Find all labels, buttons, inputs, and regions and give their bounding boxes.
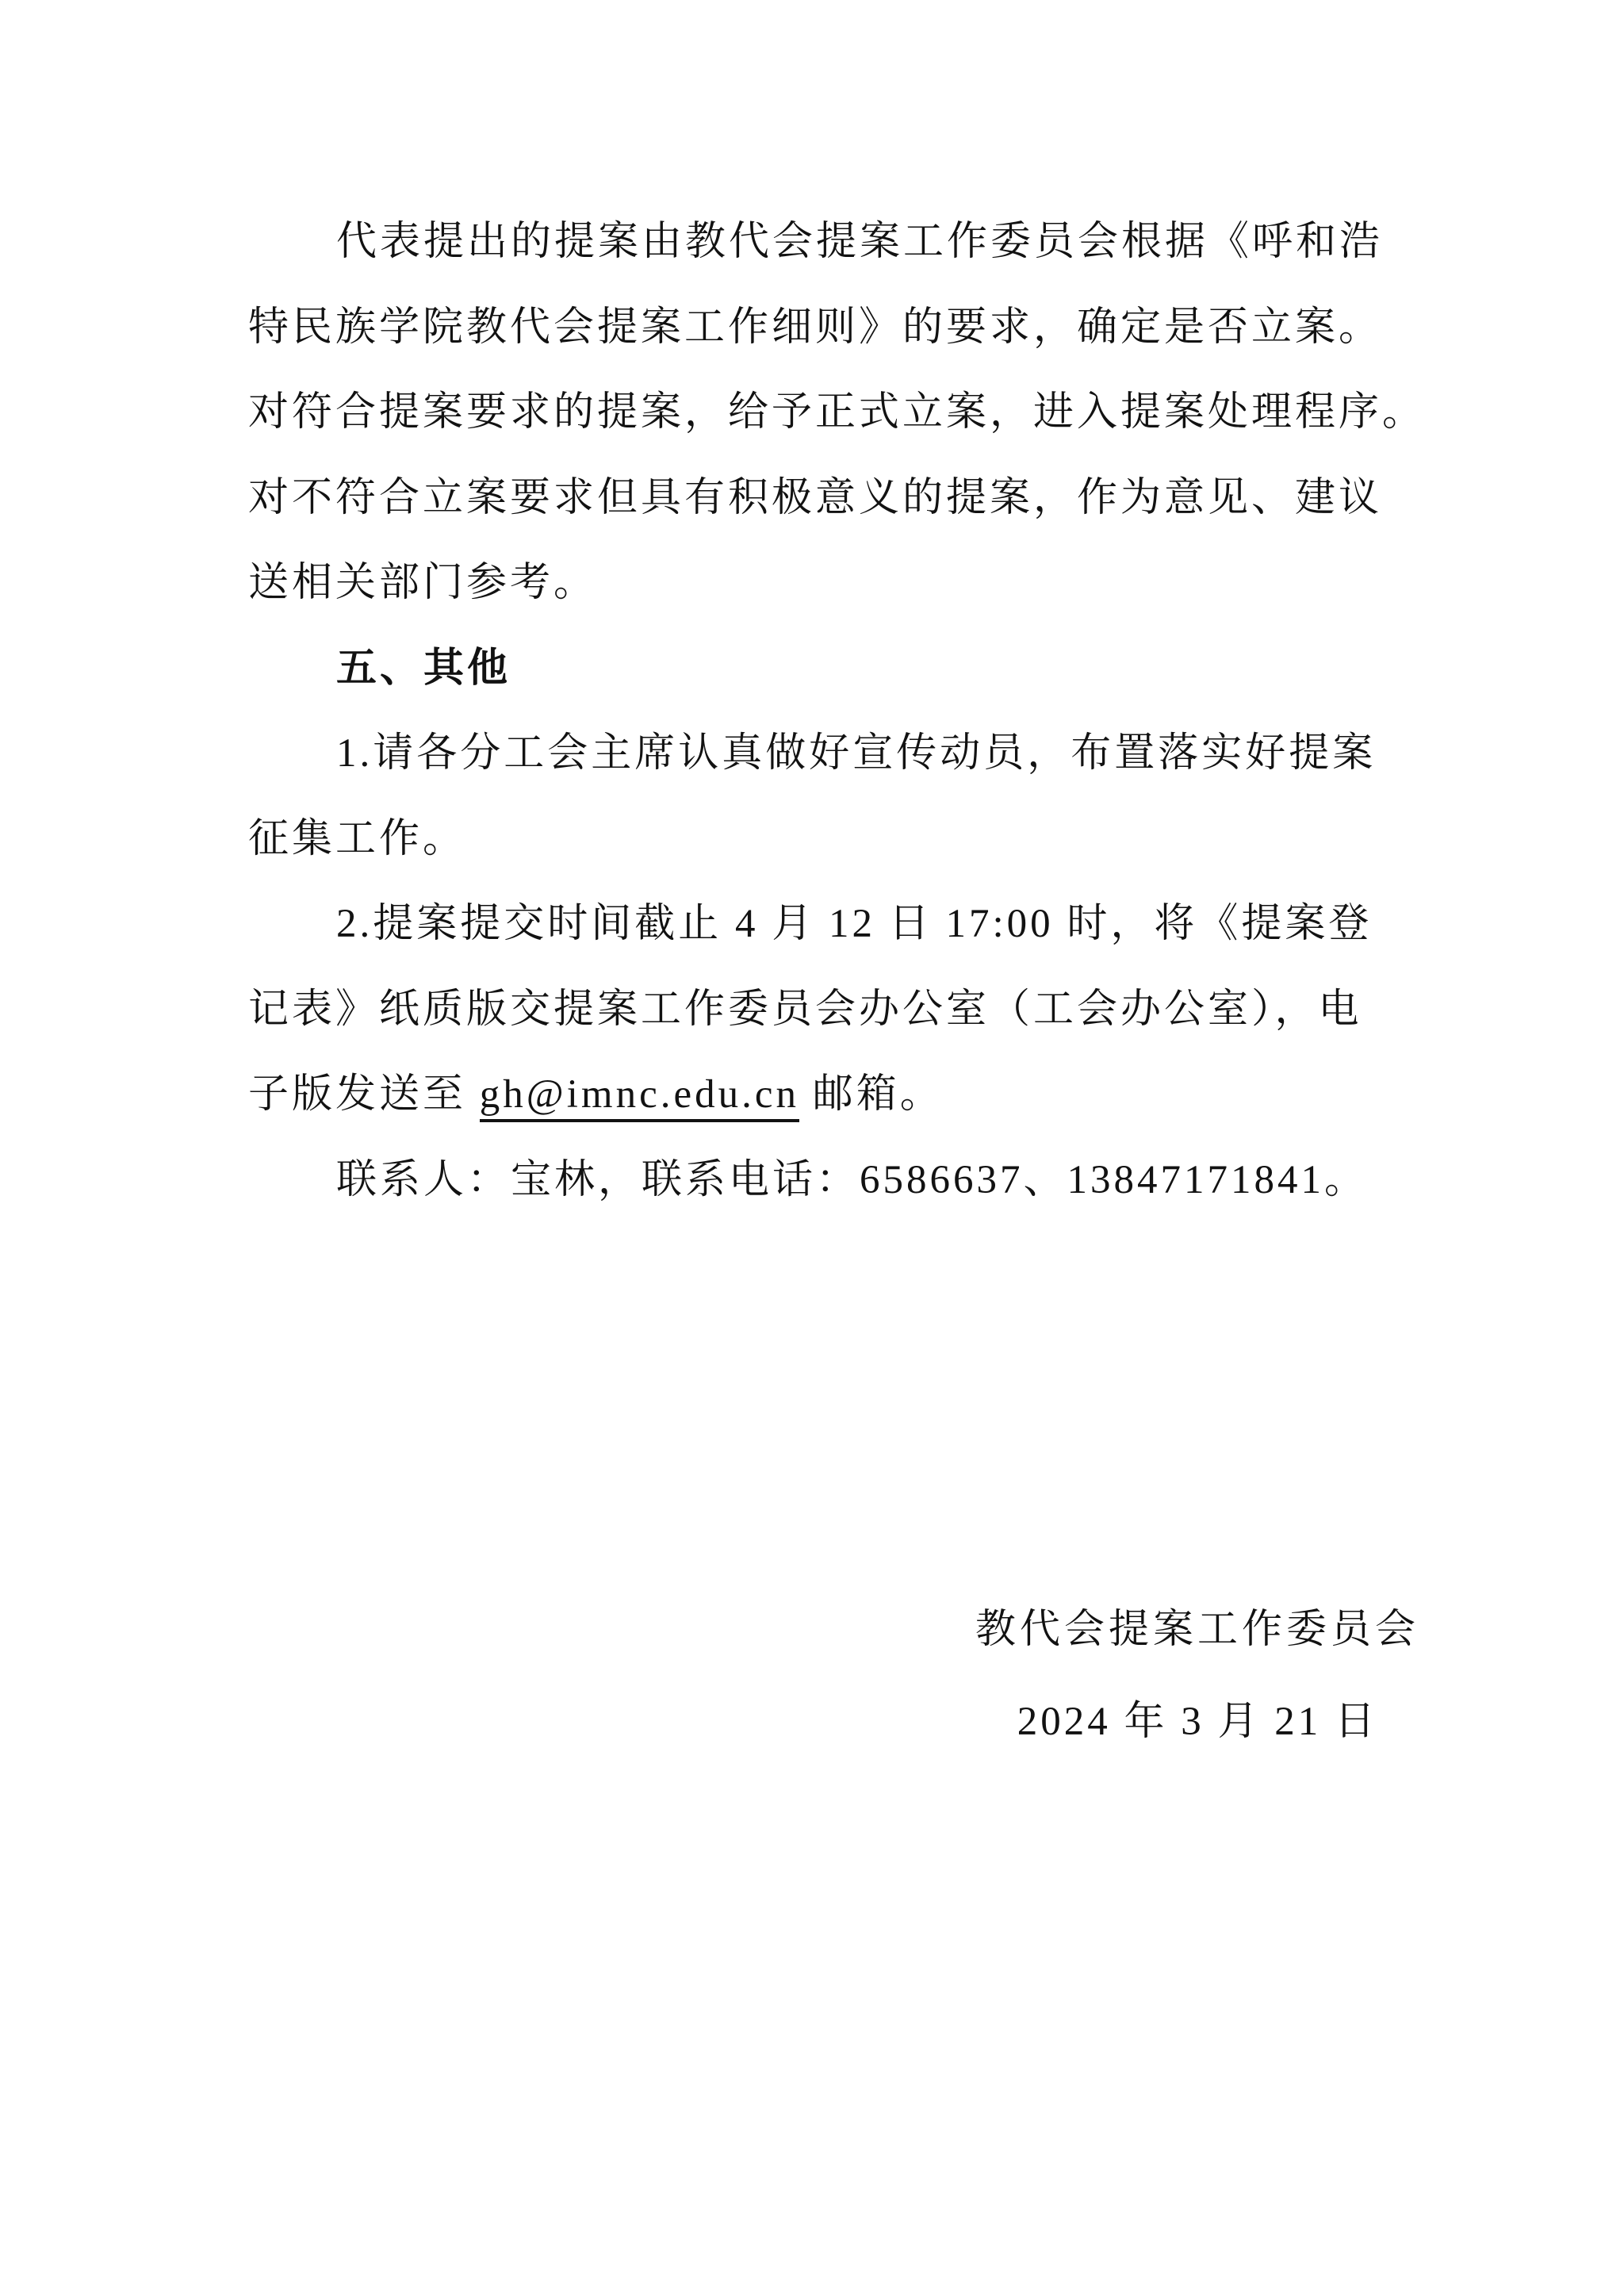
text-line xyxy=(248,286,1382,371)
text-segment: 对符合提案要求的提案，给予正式立案，进入提案处理程序。 xyxy=(248,390,1427,435)
text-line xyxy=(248,456,1382,542)
text-line xyxy=(248,797,1382,883)
text-line xyxy=(248,541,1382,627)
document-body xyxy=(248,200,1427,1223)
text-segment: 送相关部门参考。 xyxy=(248,561,598,605)
text-segment: 征集工作。 xyxy=(248,816,467,861)
text-segment: 2.提案提交时间截止 4 月 12 日 17:00 时，将《提案登 xyxy=(336,902,1373,946)
text-line xyxy=(248,1052,1382,1138)
text-line xyxy=(248,1138,1382,1224)
text-segment: 代表提出的提案由教代会提案工作委员会根据《呼和浩 xyxy=(336,220,1384,264)
text-segment: 记表》纸质版交提案工作委员会办公室（工会办公室），电 xyxy=(248,987,1362,1032)
signature-committee: 教代会提案工作委员会 xyxy=(975,1608,1419,1652)
text-segment: 联系人：宝林，联系电话：6586637、13847171841。 xyxy=(336,1157,1369,1202)
section-heading xyxy=(248,627,1382,712)
text-segment: 子版发送至 xyxy=(248,1072,480,1117)
text-line xyxy=(248,882,1382,968)
text-segment: 1.请各分工会主席认真做好宣传动员，布置落实好提案 xyxy=(336,731,1377,776)
text-line xyxy=(248,370,1427,456)
text-segment: 对不符合立案要求但具有积极意义的提案，作为意见、建议 xyxy=(248,475,1383,520)
text-line xyxy=(248,711,1382,797)
text-line xyxy=(248,200,1382,286)
email-link[interactable]: gh@imnc.edu.cn xyxy=(480,1072,799,1122)
text-line xyxy=(248,968,1382,1053)
text-segment: 特民族学院教代会提案工作细则》的要求，确定是否立案。 xyxy=(248,305,1383,350)
text-segment: 五、其他 xyxy=(336,646,511,691)
signature-date: 2024 年 3 月 21 日 xyxy=(1017,1700,1378,1744)
text-segment: 邮箱。 xyxy=(799,1072,944,1117)
